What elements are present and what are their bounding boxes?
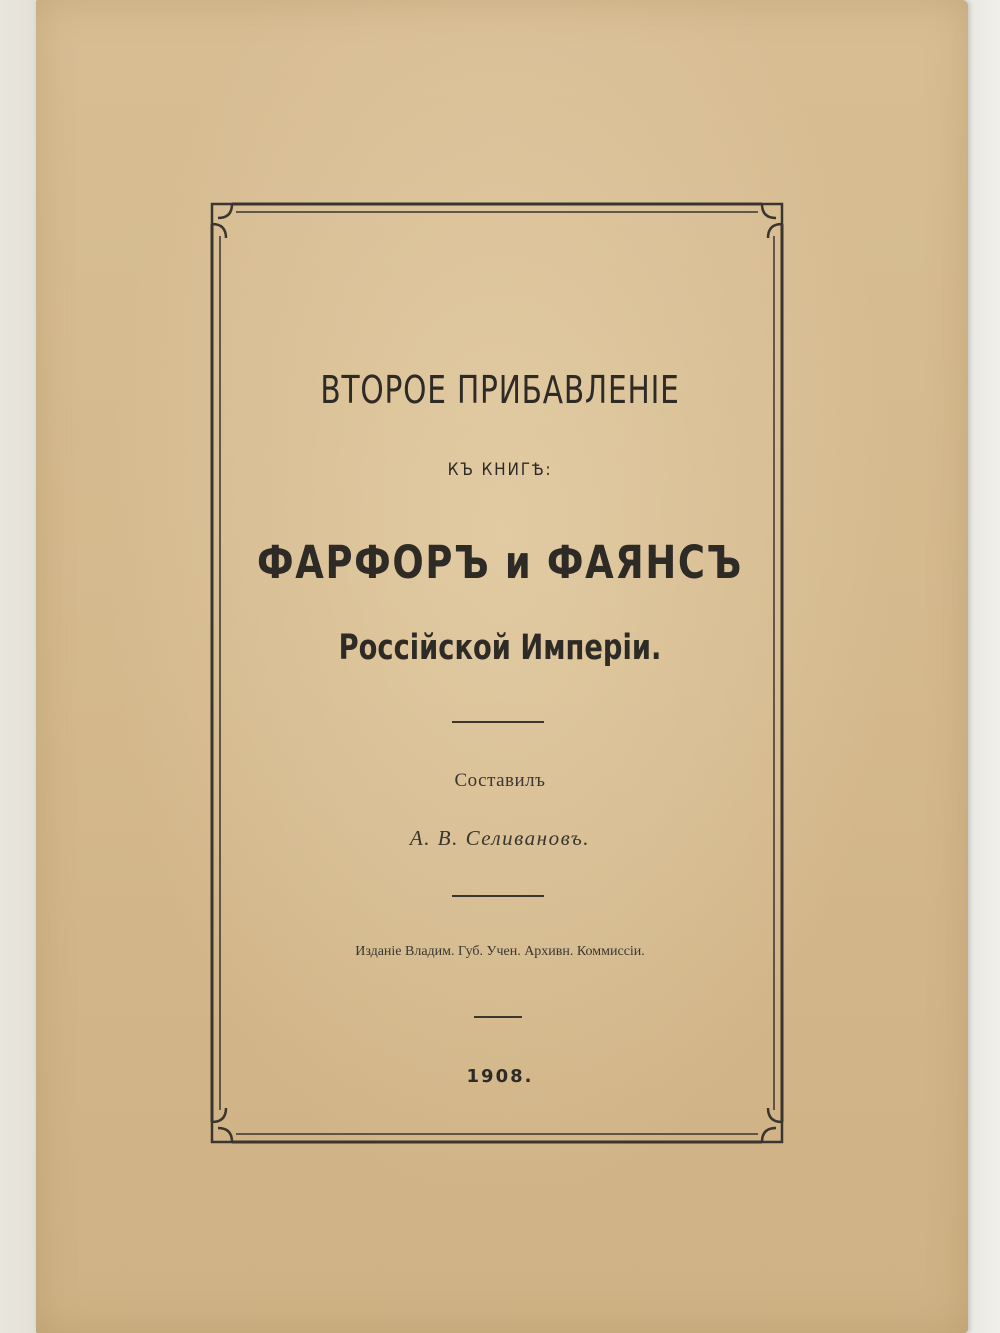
title-line-2: КЪ КНИГѢ: [447,460,553,480]
edition-note: Изданіе Владим. Губ. Учен. Архивн. Коммиссіи. [355,944,645,959]
corner-ornament-tr [762,204,782,238]
author-name: А. В. Селивановъ. [409,826,591,850]
publication-year: 1908. [466,1066,534,1087]
corner-ornament-bl [212,1108,232,1142]
compiled-by-label: Составилъ [454,770,546,791]
title-main: ФАРФОРЪ и ФАЯНСЪ [257,536,743,589]
title-line-1: ВТОРОЕ ПРИБАВЛЕНІЕ [320,368,680,412]
corner-ornament-br [762,1108,782,1142]
title-subtitle: Россійской Имперіи. [338,628,662,668]
corner-ornament-tl [212,204,232,238]
